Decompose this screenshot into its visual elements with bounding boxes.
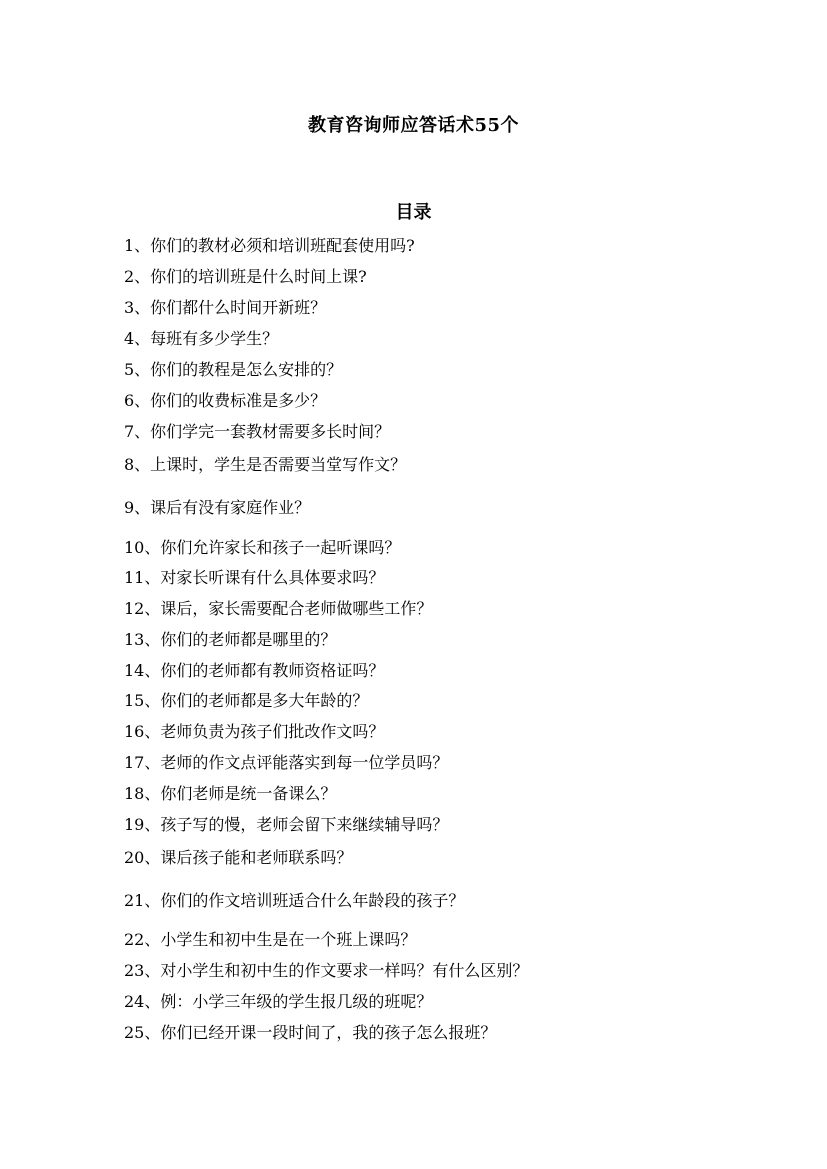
toc-item-22: 22、小学生和初中生是在一个班上课吗？: [124, 930, 417, 949]
document-title: 教育咨询师应答话术55个: [307, 115, 520, 136]
toc-item-11: 11、对家长听课有什么具体要求吗？: [124, 568, 385, 587]
toc-item-12: 12、课后，家长需要配合老师做哪些工作？: [124, 599, 433, 618]
toc-item-23: 23、对小学生和初中生的作文要求一样吗？有什么区别？: [124, 961, 529, 980]
toc-item-7: 7、你们学完一套教材需要多长时间？: [124, 422, 391, 441]
toc-item-6: 6、你们的收费标准是多少？: [124, 391, 327, 410]
toc-item-16: 16、老师负责为孩子们批改作文吗？: [124, 722, 385, 741]
toc-item-17: 17、老师的作文点评能落实到每一位学员吗？: [124, 753, 449, 772]
toc-item-10: 10、你们允许家长和孩子一起听课吗？: [124, 538, 401, 557]
toc-item-18: 18、你们老师是统一备课么？: [124, 784, 337, 803]
toc-item-25: 25、你们已经开课一段时间了，我的孩子怎么报班？: [124, 1023, 497, 1042]
toc-item-19: 19、孩子写的慢，老师会留下来继续辅导吗？: [124, 815, 449, 834]
toc-item-4: 4、每班有多少学生？: [124, 329, 279, 348]
toc-item-20: 20、课后孩子能和老师联系吗？: [124, 848, 353, 867]
toc-item-8: 8、上课时，学生是否需要当堂写作文？: [124, 455, 407, 474]
toc-item-24: 24、例：小学三年级的学生报几级的班呢？: [124, 992, 433, 1011]
toc-item-5: 5、你们的教程是怎么安排的？: [124, 360, 343, 379]
toc-item-13: 13、你们的老师都是哪里的？: [124, 630, 337, 649]
toc-item-15: 15、你们的老师都是多大年龄的？: [124, 691, 369, 710]
toc-item-2: 2、你们的培训班是什么时间上课?: [124, 267, 367, 286]
toc-item-3: 3、你们都什么时间开新班？: [124, 298, 327, 317]
toc-item-1: 1、你们的教材必须和培训班配套使用吗?: [124, 236, 415, 255]
toc-item-9: 9、课后有没有家庭作业？: [124, 498, 311, 517]
toc-item-21: 21、你们的作文培训班适合什么年龄段的孩子？: [124, 891, 465, 910]
toc-item-14: 14、你们的老师都有教师资格证吗？: [124, 661, 385, 680]
toc-heading: 目录: [395, 202, 432, 223]
